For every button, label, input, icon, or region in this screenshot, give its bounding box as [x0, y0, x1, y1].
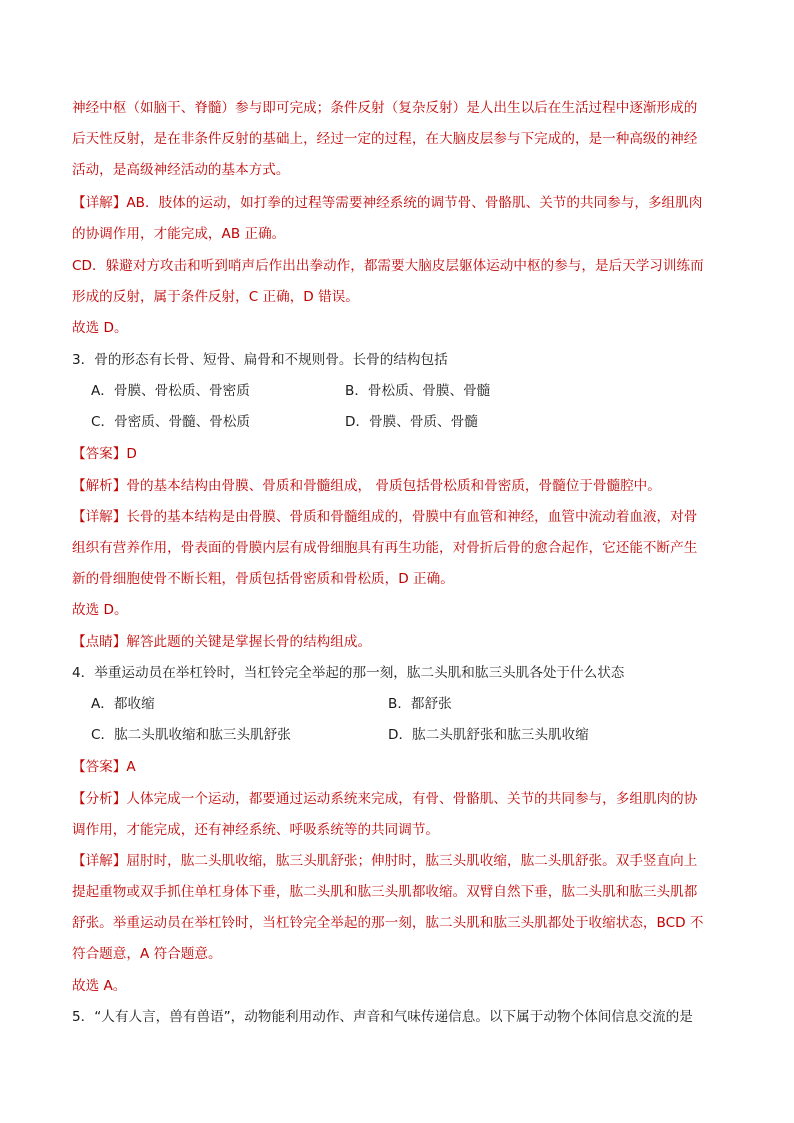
q4-analysis-line	[72, 789, 697, 809]
detail-text: 长骨的基本结构是由骨膜、骨质和骨髓组成的，骨膜中有血管和神经，血管中流动着血液，对骨	[126, 509, 698, 525]
q3-analysis-line	[72, 476, 661, 496]
detail-tag: 【详解】	[72, 509, 127, 525]
answer-tag: 【答案】	[72, 446, 127, 462]
detail-tag: 【详解】	[72, 853, 127, 869]
q4-option-a: A．都收缩	[91, 696, 155, 712]
text-line: 后天性反射，是在非条件反射的基础上，经过一定的过程，在大脑皮层参与下完成的，是一种高级的神经	[72, 131, 698, 147]
tip-tag: 【点睛】	[72, 634, 127, 650]
q4-option-d: D．肱二头肌舒张和肱三头肌收缩	[388, 727, 589, 743]
analysis-text: 人体完成一个运动，都要通过运动系统来完成，有骨、骨骼肌、关节的共同参与，多组肌肉的协	[126, 791, 698, 807]
q4-option-c: C．肱二头肌收缩和肱三头肌舒张	[91, 727, 291, 743]
answer-value: D	[126, 446, 137, 462]
text-line: 神经中枢（如脑干、脊髓）参与即可完成；条件反射（复杂反射）是人出生以后在生活过程中逐渐形成的	[72, 100, 698, 116]
q3-option-c: C．骨密质、骨髓、骨松质	[91, 414, 251, 430]
analysis-text: 骨的基本结构由骨膜、骨质和骨髓组成， 骨质包括骨松质和骨密质，骨髓位于骨髓腔中。	[126, 478, 661, 494]
question-4-stem: 4．举重运动员在举杠铃时，当杠铃完全举起的那一刻，肱二头肌和肱三头肌各处于什么状态	[72, 665, 625, 681]
q4-detail-line	[72, 851, 697, 871]
answer-tag: 【答案】	[72, 759, 127, 775]
text-line: 形成的反射，属于条件反射，C 正确，D 错误。	[72, 289, 359, 305]
q3-tip-line	[72, 632, 371, 652]
q4-option-b: B．都舒张	[388, 696, 452, 712]
answer-value: A	[126, 759, 136, 775]
analysis-tag: 【分析】	[72, 791, 127, 807]
text-line: CD．躲避对方攻击和听到哨声后作出出拳动作，都需要大脑皮层躯体运动中枢的参与，是后天学习训练而	[72, 258, 704, 274]
text-line: 组织有营养作用，骨表面的骨膜内层有成骨细胞具有再生功能，对骨折后骨的愈合起作，它还能不断产生	[72, 540, 698, 556]
text-line: 新的骨细胞使骨不断长粗，骨质包括骨密质和骨松质，D 正确。	[72, 571, 454, 587]
text-line: 故选 D。	[72, 602, 128, 618]
text-line: 调作用，才能完成，还有神经系统、呼吸系统等的共同调节。	[72, 822, 440, 838]
q3-option-b: B．骨松质、骨膜、骨髓	[345, 383, 491, 399]
text-line: 符合题意，A 符合题意。	[72, 946, 222, 962]
text-line: 活动，是高级神经活动的基本方式。	[72, 162, 290, 178]
detail-text: AB．肢体的运动，如打拳的过程等需要神经系统的调节骨、骨骼肌、关节的共同参与，多组肌肉	[126, 195, 703, 211]
q2-detail-line	[72, 193, 702, 213]
text-line: 舒张。举重运动员在举杠铃时，当杠铃完全举起的那一刻，肱二头肌和肱三头肌都处于收缩状态，BCD 不	[72, 915, 704, 931]
q3-detail-line	[72, 507, 697, 527]
detail-tag: 【详解】	[72, 195, 127, 211]
question-5-stem: 5．“人有人言，兽有兽语”，动物能利用动作、声音和气味传递信息。以下属于动物个体间信息交流的是	[72, 1009, 693, 1025]
text-line: 故选 A。	[72, 978, 127, 994]
text-line: 故选 D。	[72, 320, 128, 336]
analysis-tag: 【解析】	[72, 478, 127, 494]
text-line: 提起重物或双手抓住单杠身体下垂，肱二头肌和肱三头肌都收缩。双臂自然下垂，肱二头肌和肱三头肌都	[72, 884, 698, 900]
q3-option-a: A．骨膜、骨松质、骨密质	[91, 383, 250, 399]
q3-option-d: D．骨膜、骨质、骨髓	[345, 414, 478, 430]
q4-answer-line	[72, 757, 136, 777]
text-line: 的协调作用，才能完成，AB 正确。	[72, 226, 286, 242]
q3-answer-line	[72, 444, 137, 464]
tip-text: 解答此题的关键是掌握长骨的结构组成。	[126, 634, 372, 650]
question-3-stem: 3．骨的形态有长骨、短骨、扁骨和不规则骨。长骨的结构包括	[72, 352, 448, 368]
detail-text: 屈肘时，肱二头肌收缩，肱三头肌舒张；伸肘时，肱三头肌收缩，肱二头肌舒张。双手竖直向上	[126, 853, 698, 869]
